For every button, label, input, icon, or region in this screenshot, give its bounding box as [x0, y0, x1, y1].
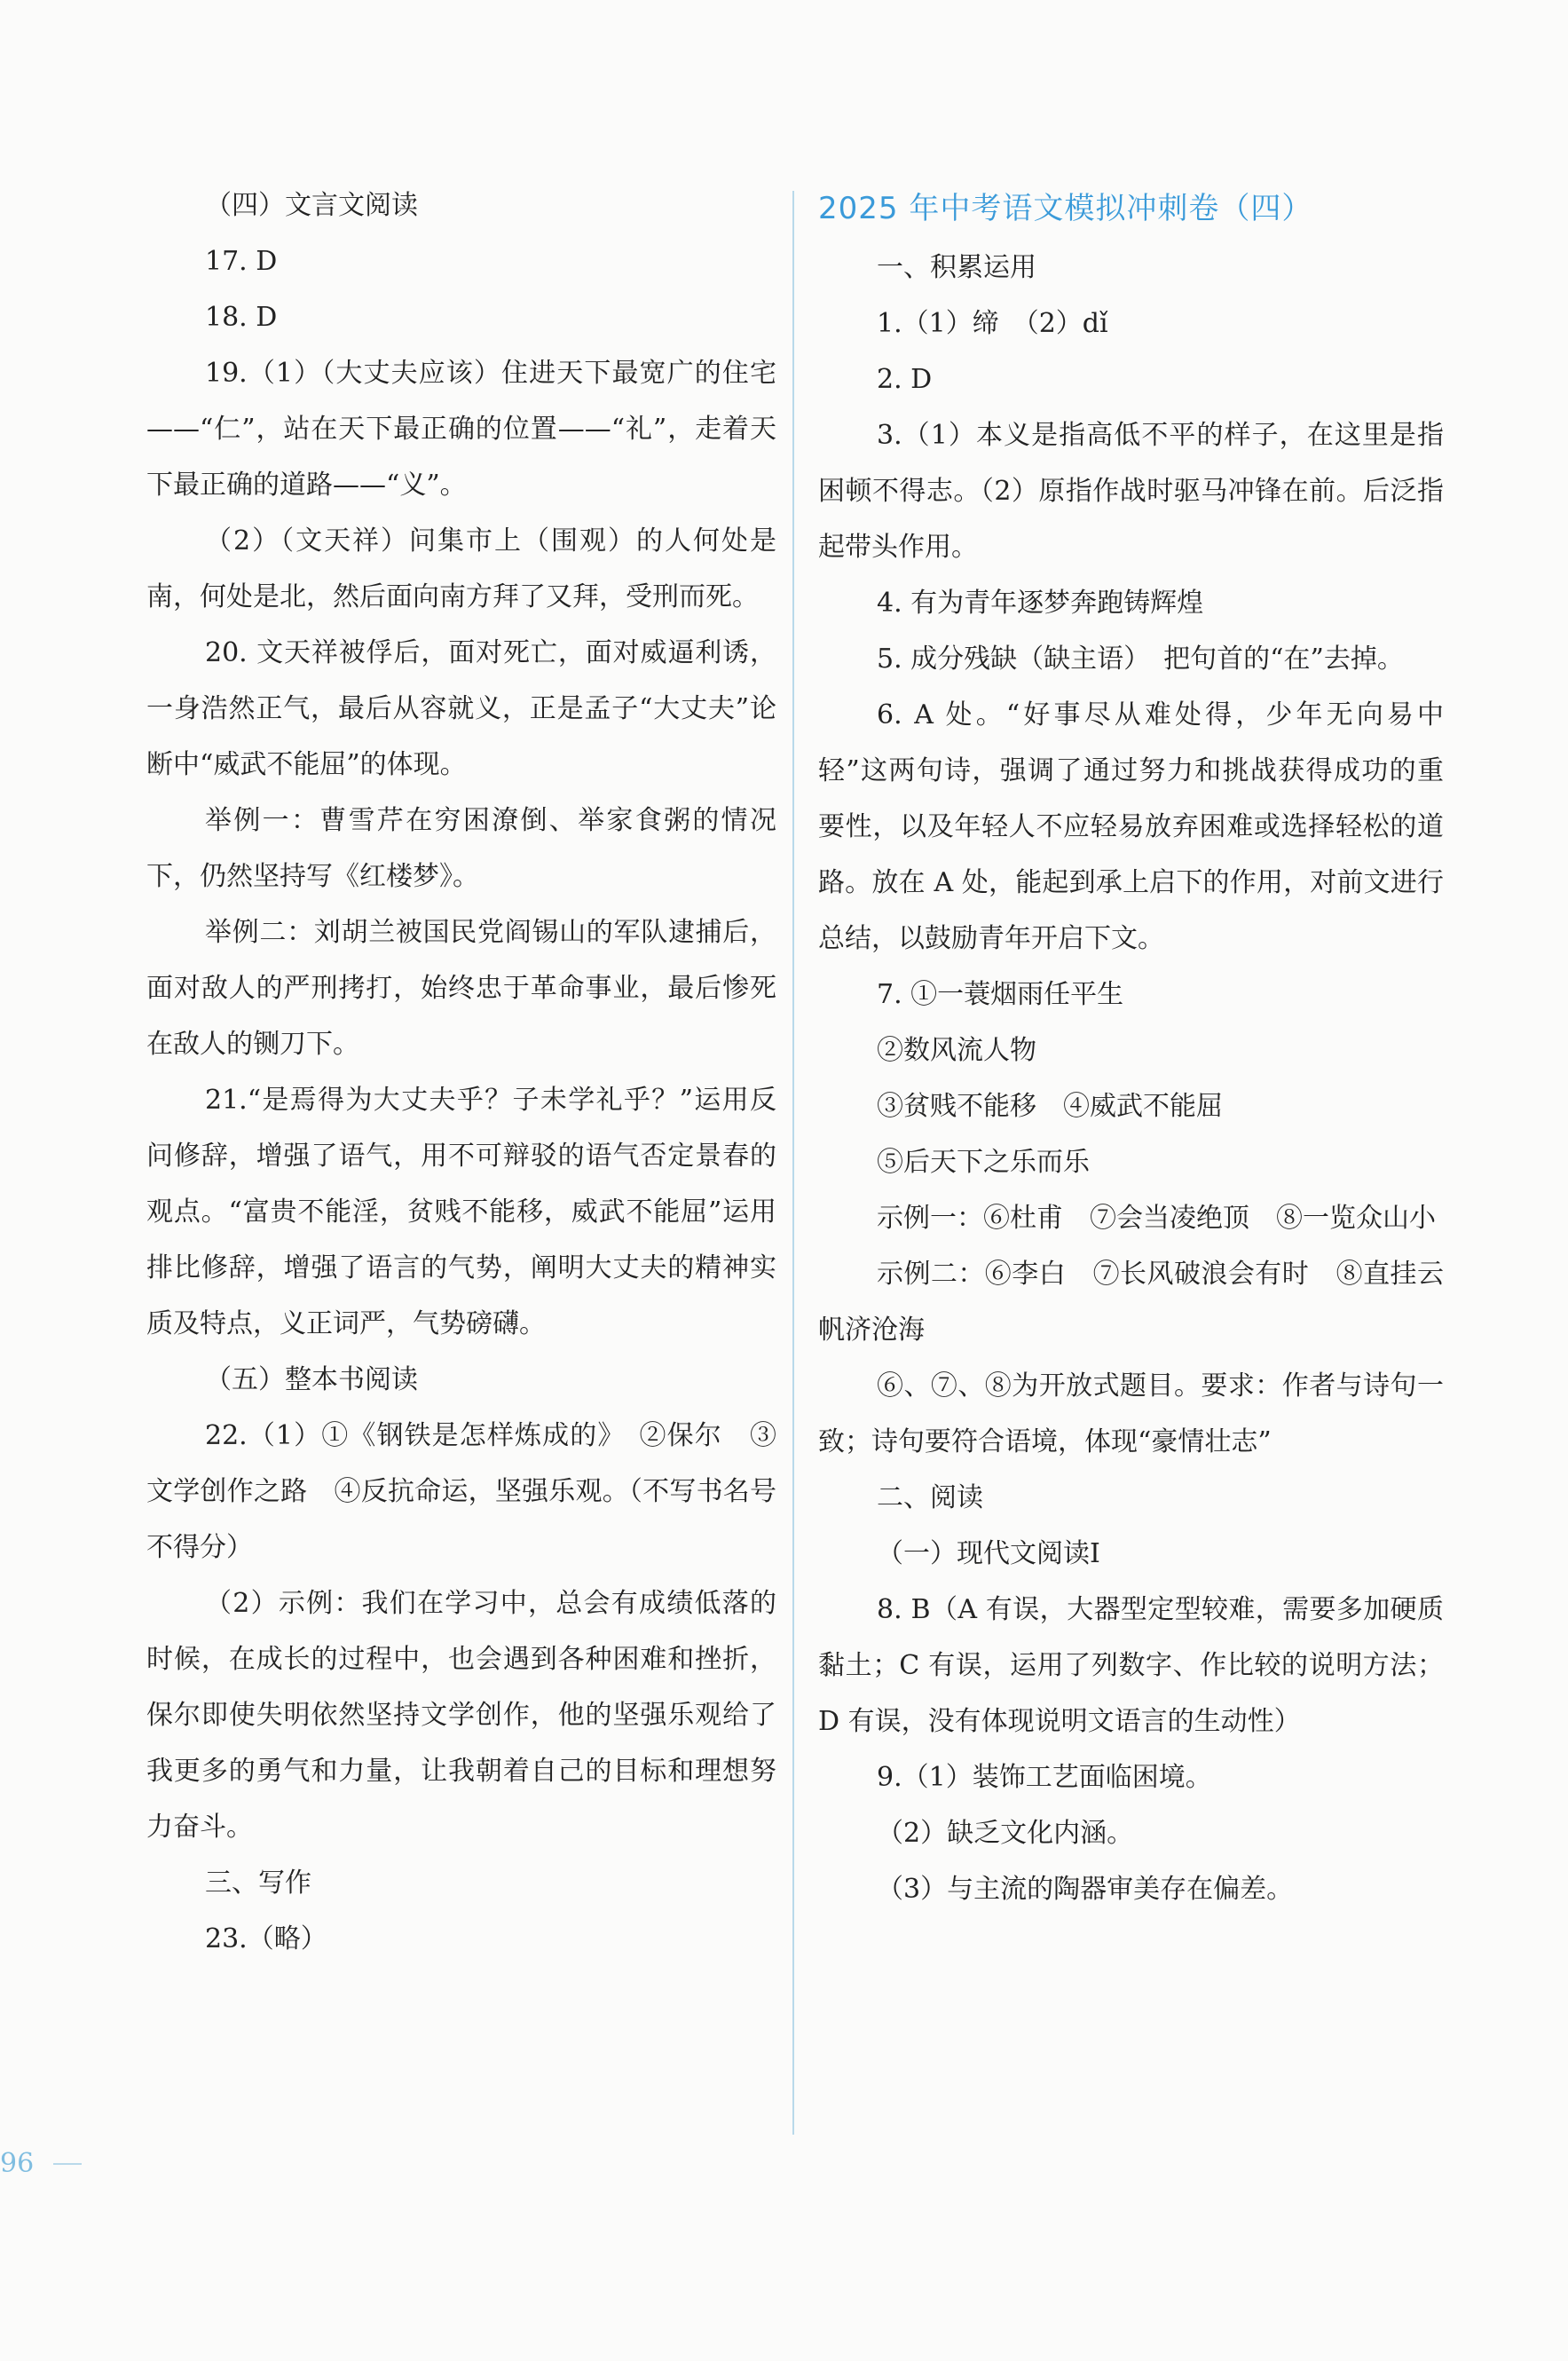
paragraph: （2）示例：我们在学习中，总会有成绩低落的时候，在成长的过程中，也会遇到各种困难和挫折，保尔即使失明依然坚持文学创作，他的坚强乐观给了我更多的勇气和力量，让我朝着自己的目标和理想努力奋斗。: [146, 1588, 776, 1843]
paragraph: （四）文言文阅读: [205, 190, 418, 221]
paragraph: ③贫贱不能移 ④威武不能屈: [877, 1091, 1223, 1122]
paragraph: 17. D: [205, 246, 278, 277]
paragraph: （2）（文天祥）问集市上（围观）的人何处是南，何处是北，然后面向南方拜了又拜，受刑而死。: [146, 525, 776, 612]
paragraph: ⑥、⑦、⑧为开放式题目。要求：作者与诗句一致；诗句要符合语境，体现“豪情壮志”: [818, 1370, 1444, 1457]
section-heading: 一、积累运用: [877, 252, 1036, 283]
exam-title: 2025 年中考语文模拟冲刺卷（四）: [818, 191, 1313, 226]
paragraph: （3）与主流的陶器审美存在偏差。: [877, 1874, 1294, 1905]
paragraph: 18. D: [205, 302, 278, 333]
paragraph: 示例一：⑥杜甫 ⑦会当凌绝顶 ⑧一览众山小: [877, 1203, 1436, 1234]
paragraph: 9.（1）装饰工艺面临困境。: [877, 1762, 1212, 1793]
left-column: [146, 178, 776, 1967]
paragraph: （2）缺乏文化内涵。: [877, 1818, 1134, 1849]
paragraph: 举例一：曹雪芹在穷困潦倒、举家食粥的情况下，仍然坚持写《红楼梦》。: [146, 805, 776, 892]
paragraph: 22.（1）①《钢铁是怎样炼成的》 ②保尔 ③文学创作之路 ④反抗命运，坚强乐观。（不写书名号不得分）: [146, 1420, 776, 1563]
paragraph: 3.（1）本义是指高低不平的样子，在这里是指困顿不得志。（2）原指作战时驱马冲锋在前。后泛指起带头作用。: [818, 420, 1444, 563]
section-heading: 三、写作: [205, 1867, 311, 1899]
paragraph: 1.（1）缔 （2）dǐ: [877, 308, 1108, 339]
section-heading: （五）整本书阅读: [205, 1364, 418, 1395]
paragraph: 8. B（A 有误，大器型定型较难，需要多加硬质黏土；C 有误，运用了列数字、作比较的说明方法；D 有误，没有体现说明文语言的生动性）: [818, 1594, 1444, 1737]
paragraph: 7. ①一蓑烟雨任平生: [877, 979, 1124, 1010]
paragraph: 23.（略）: [205, 1923, 327, 1954]
paragraph: 21.“是焉得为大丈夫乎？子未学礼乎？”运用反问修辞，增强了语气，用不可辩驳的语气否定景春的观点。“富贵不能淫，贫贱不能移，威武不能屈”运用排比修辞，增强了语言的气势，阐明大丈夫的精神实质及特点，义正词严，气势磅礴。: [146, 1085, 776, 1339]
paragraph: 4. 有为青年逐梦奔跑铸辉煌: [877, 588, 1204, 619]
paragraph: 6. A 处。“好事尽从难处得，少年无向易中轻”这两句诗，强调了通过努力和挑战获得成功的重要性，以及年轻人不应轻易放弃困难或选择轻松的道路。放在 A 处，能起到承上启下的作用，对前文进行总结，以鼓励青年开启下文。: [818, 699, 1444, 954]
column-divider: [792, 191, 794, 2135]
footer-rule: [53, 2163, 82, 2165]
section-heading: 二、阅读: [877, 1482, 983, 1513]
paragraph: ⑤后天下之乐而乐: [877, 1147, 1090, 1178]
paragraph: 举例二：刘胡兰被国民党阎锡山的军队逮捕后，面对敌人的严刑拷打，始终忠于革命事业，最后惨死在敌人的铡刀下。: [146, 917, 776, 1060]
page-footer: [0, 2148, 82, 2179]
paragraph: 19.（1）（大丈夫应该）住进天下最宽广的住宅——“仁”，站在天下最正确的位置——“礼”，走着天下最正确的道路——“义”。: [146, 358, 776, 501]
right-column: [818, 178, 1444, 1917]
section-heading: （一）现代文阅读Ⅰ: [877, 1538, 1100, 1569]
page-number: 96: [0, 2148, 35, 2179]
paragraph: 5. 成分残缺（缺主语） 把句首的“在”去掉。: [877, 644, 1404, 675]
paragraph: 20. 文天祥被俘后，面对死亡，面对威逼利诱，一身浩然正气，最后从容就义，正是孟子“大丈夫”论断中“威武不能屈”的体现。: [146, 637, 776, 780]
paragraph: 示例二：⑥李白 ⑦长风破浪会有时 ⑧直挂云帆济沧海: [818, 1259, 1444, 1346]
paragraph: ②数风流人物: [877, 1035, 1036, 1066]
paragraph: 2. D: [877, 364, 933, 395]
